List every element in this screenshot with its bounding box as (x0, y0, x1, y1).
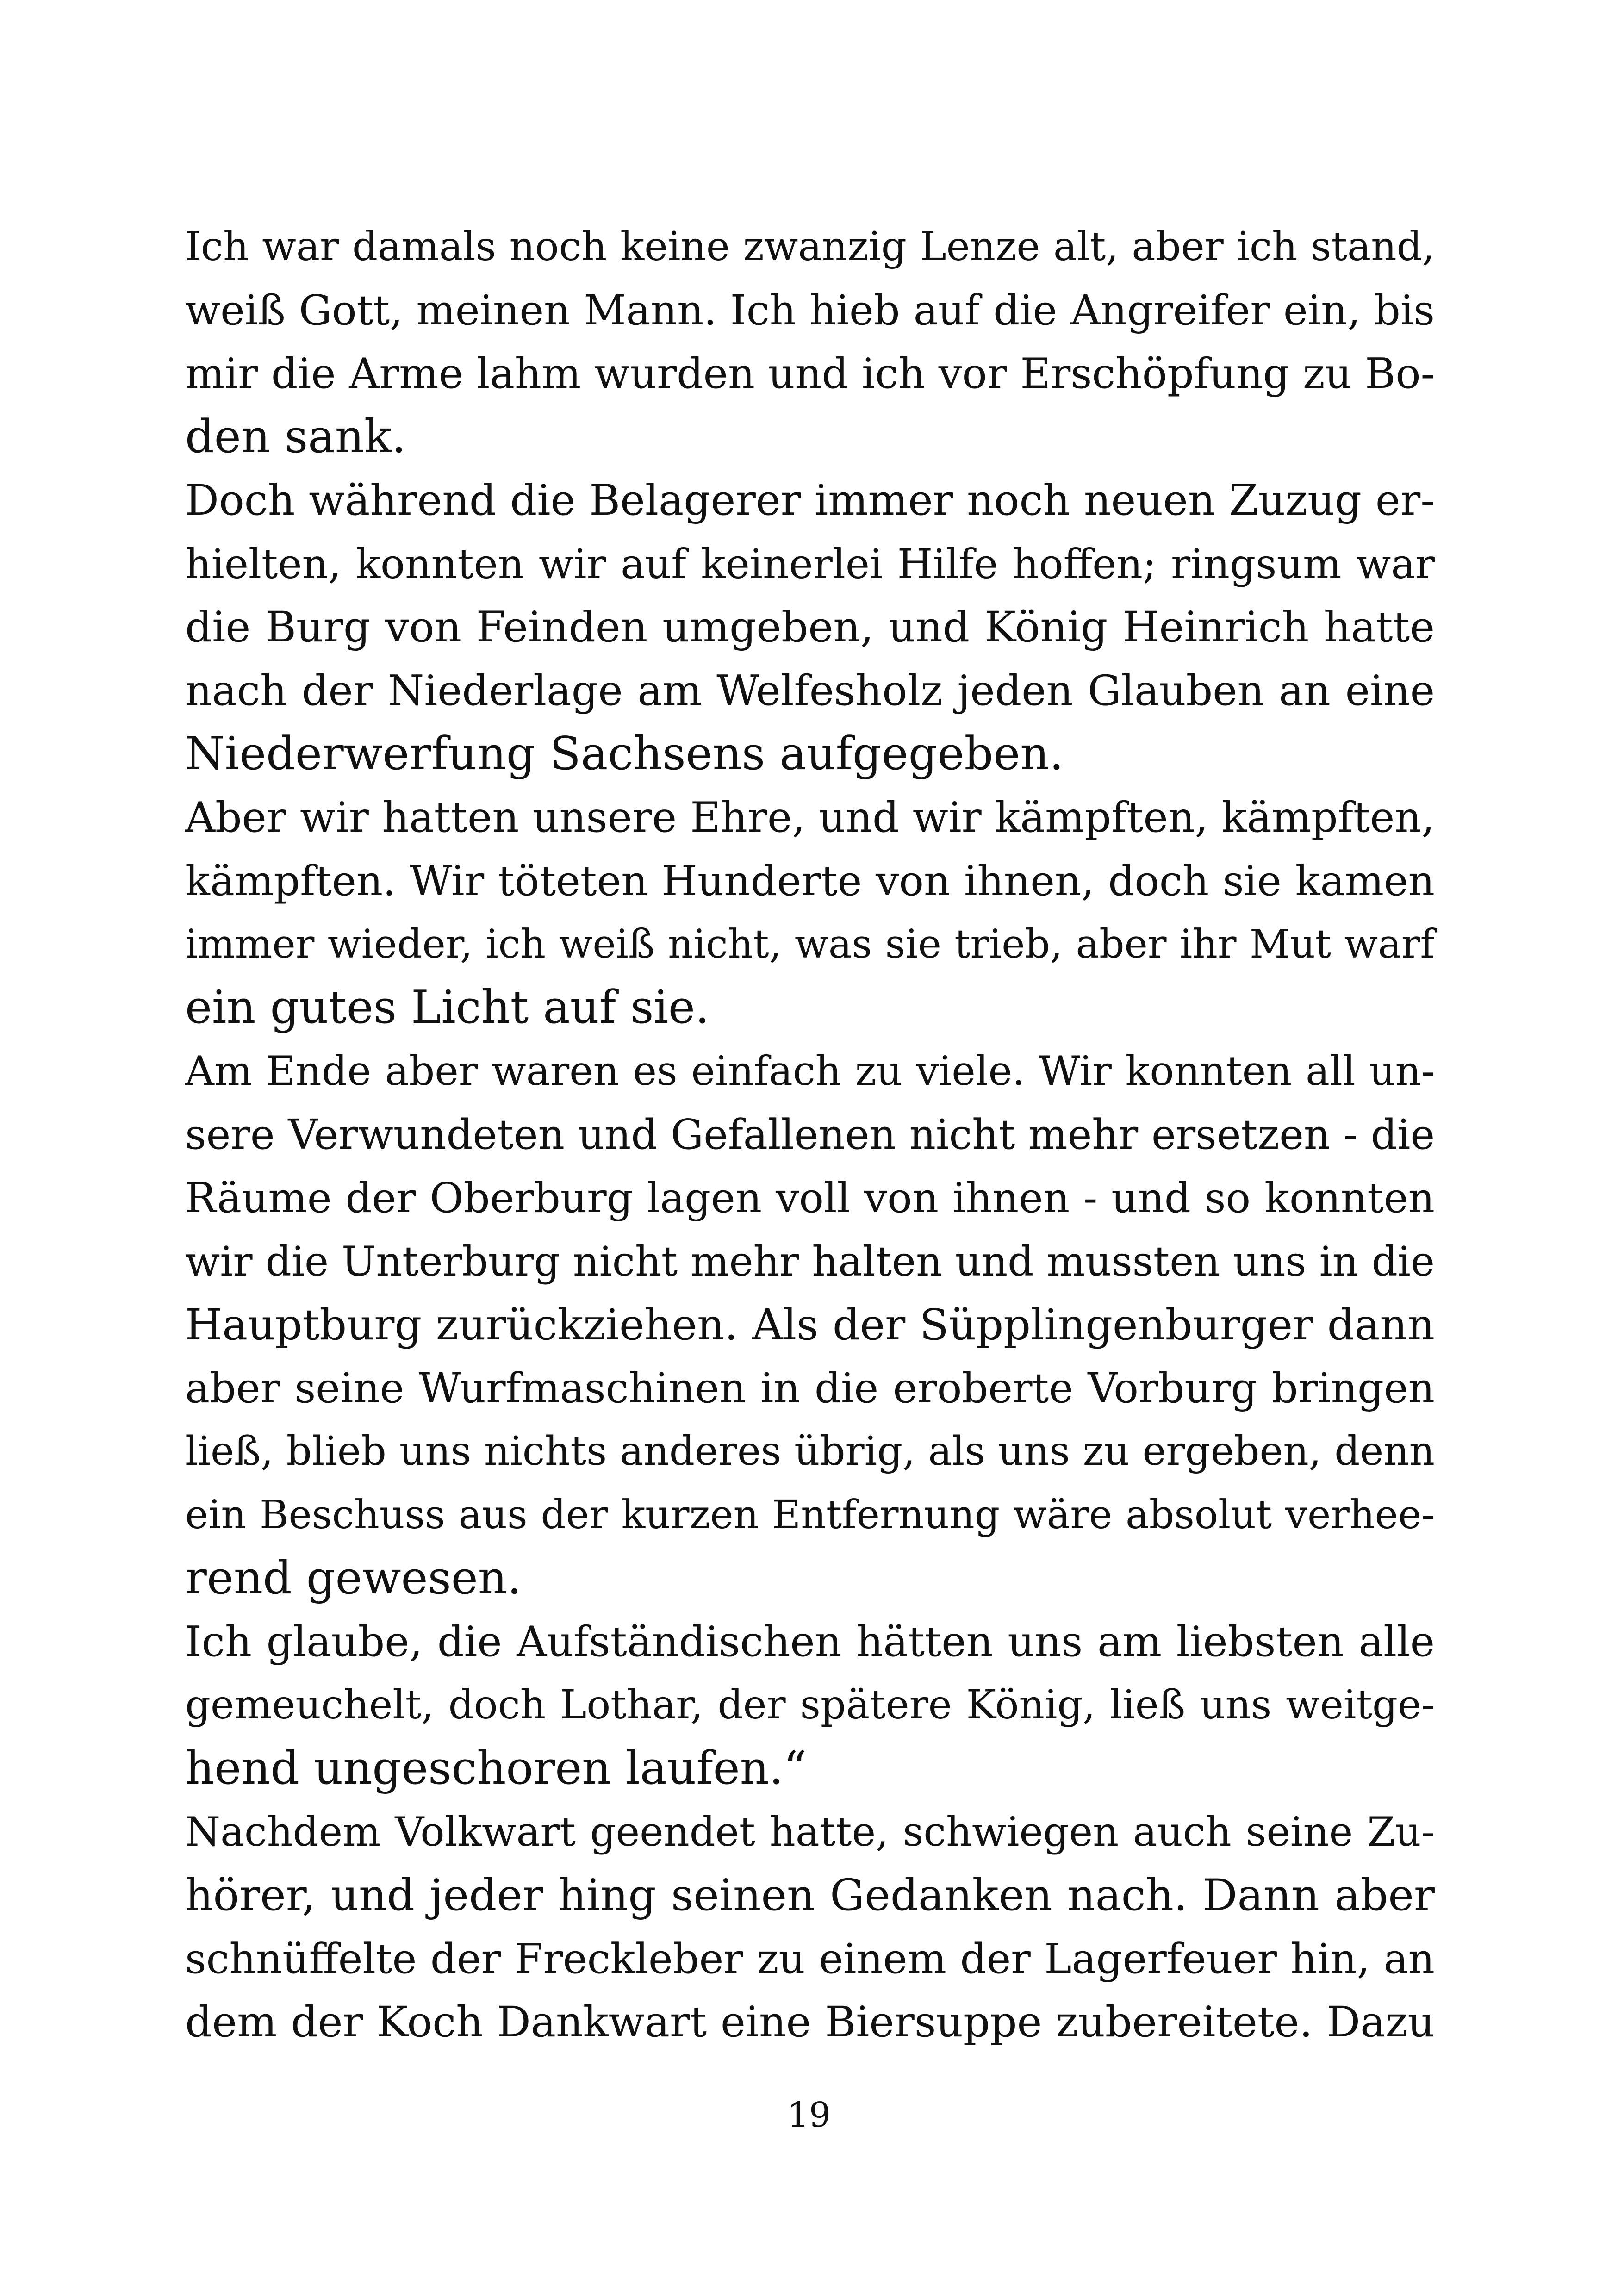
text-line: gemeuchelt, doch Lothar, der spätere König, ließ uns weitge- (185, 1682, 1435, 1728)
text-line: Ich war damals noch keine zwanzig Lenze alt, aber ich stand, (185, 224, 1435, 270)
text-line: schnüffelte der Freckleber zu einem der Lagerfeuer hin, an (185, 1935, 1435, 1983)
text-line: wir die Unterburg nicht mehr halten und mussten uns in die (185, 1238, 1435, 1285)
text-line: Hauptburg zurückziehen. Als der Süpplingenburger dann (185, 1300, 1435, 1350)
text-line: weiß Gott, meinen Mann. Ich hieb auf die Angreifer ein, bis (185, 286, 1435, 334)
text-line: immer wieder, ich weiß nicht, was sie trieb, aber ihr Mut warf (185, 921, 1435, 967)
text-line: aber seine Wurfmaschinen in die eroberte Vorburg bringen (185, 1364, 1435, 1412)
text-line: kämpften. Wir töteten Hunderte von ihnen, doch sie kamen (185, 857, 1435, 905)
text-line: rend gewesen. (185, 1552, 522, 1605)
body-text (185, 215, 1435, 2054)
text-line: hielten, konnten wir auf keinerlei Hilfe hoffen; ringsum war (185, 540, 1435, 588)
text-line: ein gutes Licht auf sie. (185, 981, 709, 1034)
text-line: mir die Arme lahm wurden und ich vor Erschöpfung zu Bo- (185, 349, 1435, 398)
page-number: 19 (787, 2095, 831, 2135)
text-line: hend ungeschoren laufen.“ (185, 1742, 807, 1795)
text-line: Nachdem Volkwart geendet hatte, schwiegen auch seine Zu- (185, 1808, 1435, 1855)
text-line: Ich glaube, die Aufständischen hätten uns am liebsten alle (185, 1618, 1435, 1666)
text-line: dem der Koch Dankwart eine Biersuppe zubereitete. Dazu (185, 1998, 1435, 2047)
text-line: den sank. (185, 411, 406, 463)
text-line: Räume der Oberburg lagen voll von ihnen - und so konnten (185, 1174, 1435, 1222)
text-line: ließ, blieb uns nichts anderes übrig, als uns zu ergeben, denn (185, 1428, 1435, 1475)
text-line: hörer, und jeder hing seinen Gedanken nach. Dann aber (185, 1870, 1435, 1921)
text-line: nach der Niederlage am Welfesholz jeden Glauben an eine (185, 666, 1435, 715)
text-line: sere Verwundeten und Gefallenen nicht mehr ersetzen - die (185, 1110, 1435, 1158)
text-line: Niederwerfung Sachsens aufgegeben. (185, 728, 1064, 780)
text-line: ein Beschuss aus der kurzen Entfernung wäre absolut verhee- (185, 1492, 1435, 1538)
text-line: die Burg von Feinden umgeben, und König Heinrich hatte (185, 603, 1435, 652)
text-line: Am Ende aber waren es einfach zu viele. Wir konnten all un- (185, 1047, 1435, 1095)
text-line: Aber wir hatten unsere Ehre, und wir kämpften, kämpften, (185, 793, 1435, 842)
text-line: Doch während die Belagerer immer noch neuen Zuzug er- (185, 476, 1435, 525)
